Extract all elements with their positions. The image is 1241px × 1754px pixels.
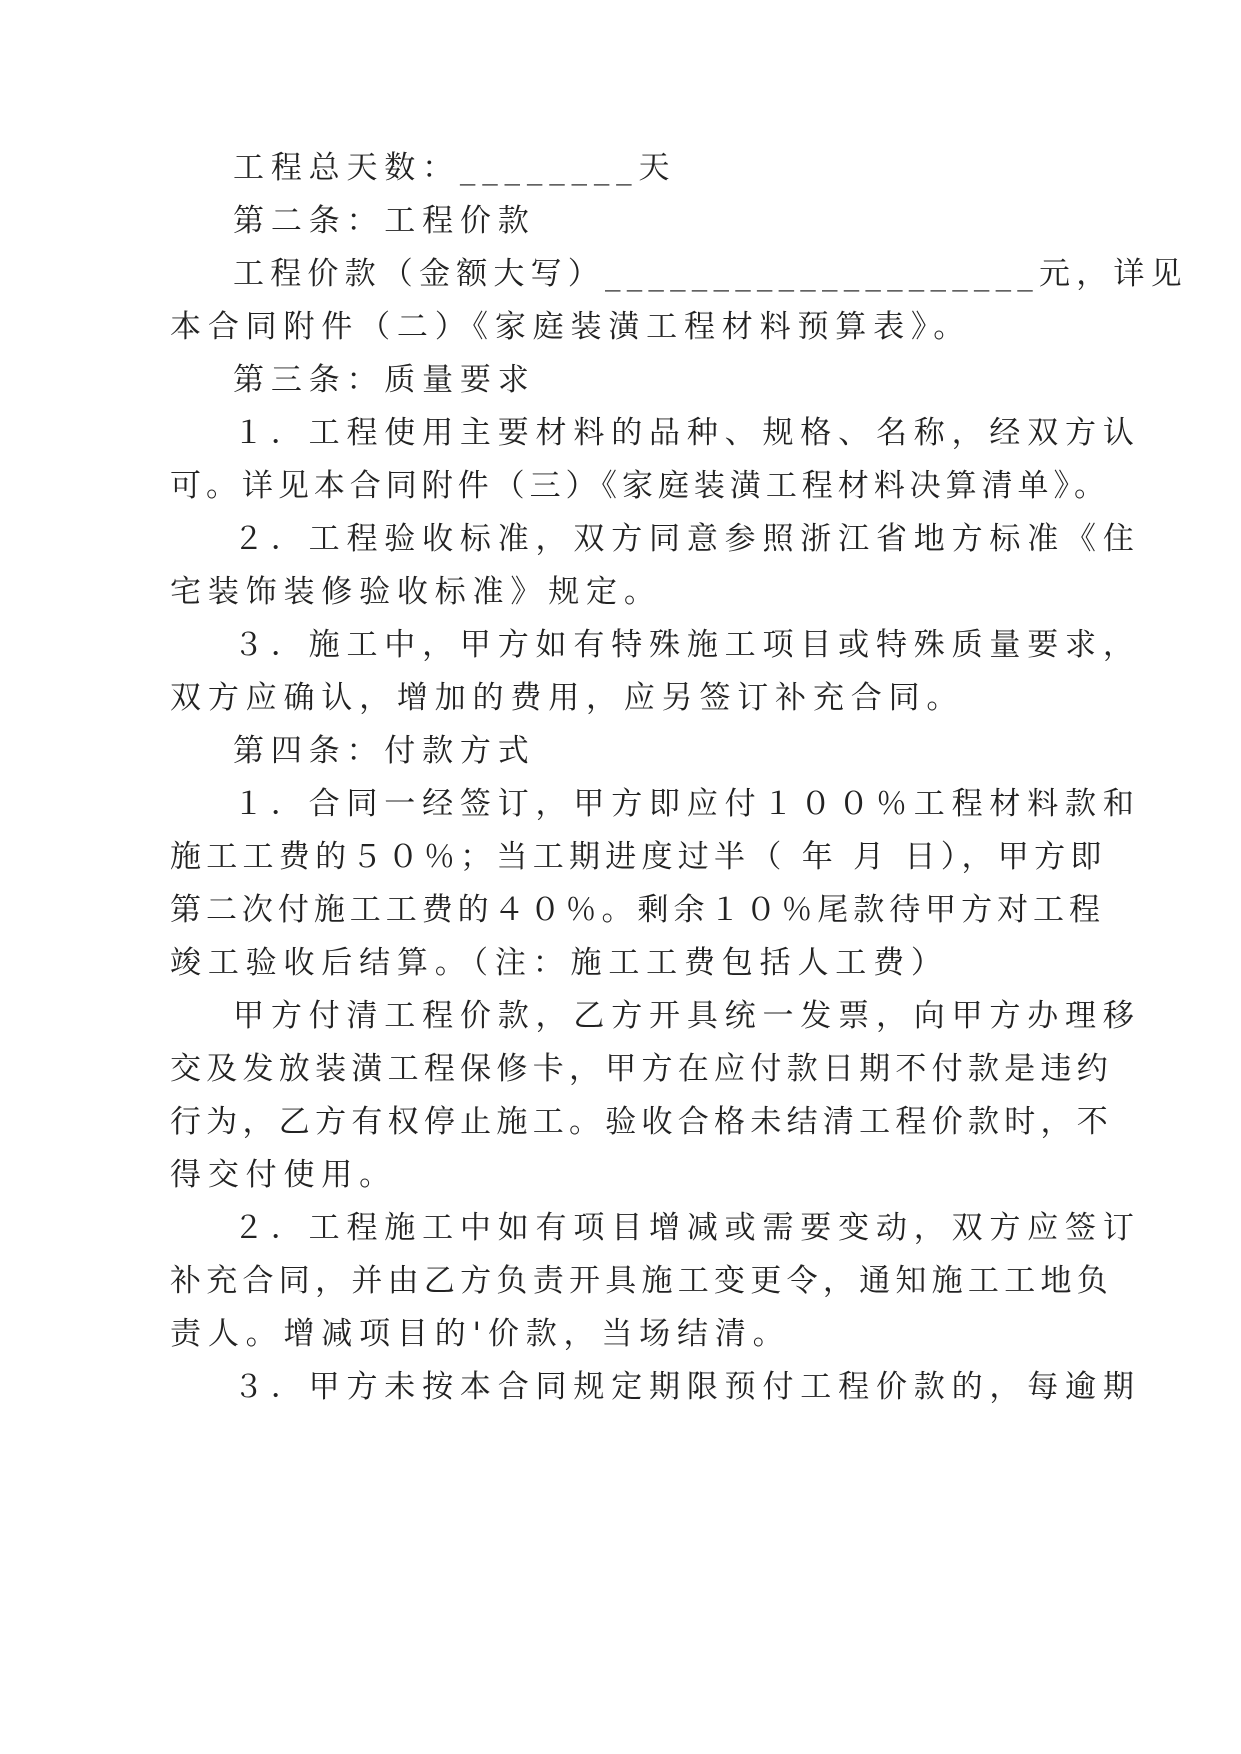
text-line: ３．施工中，甲方如有特殊施工项目或特殊质量要求，	[233, 627, 1141, 663]
text-line: 宅装饰装修验收标准》规定。	[170, 574, 662, 610]
text-line: ２．工程验收标准，双方同意参照浙江省地方标准《住	[233, 521, 1141, 557]
text-line: 第二次付施工工费的４０％。剩余１０％尾款待甲方对工程	[170, 892, 1105, 928]
section-heading: 第三条：质量要求	[233, 362, 536, 398]
text-line: 工程总天数：________天	[233, 150, 677, 186]
text-line: ３．甲方未按本合同规定期限预付工程价款的，每逾期	[233, 1369, 1141, 1405]
text-line: 得交付使用。	[170, 1157, 397, 1193]
section-heading: 第四条：付款方式	[233, 733, 536, 769]
text-line: 甲方付清工程价款，乙方开具统一发票，向甲方办理移	[233, 998, 1141, 1034]
text-line: 双方应确认，增加的费用，应另签订补充合同。	[170, 680, 965, 716]
text-line: 行为，乙方有权停止施工。验收合格未结清工程价款时，不	[170, 1104, 1114, 1140]
text-line: １．合同一经签订，甲方即应付１００％工程材料款和	[233, 786, 1141, 822]
text-line: 竣工验收后结算。（注：施工工费包括人工费）	[170, 945, 949, 981]
text-line: 责人。增减项目的'价款，当场结清。	[170, 1316, 791, 1352]
text-line: 补充合同，并由乙方负责开具施工变更令，通知施工工地负	[170, 1263, 1114, 1299]
text-line: 交及发放装潢工程保修卡，甲方在应付款日期不付款是违约	[170, 1051, 1114, 1087]
text-line: 施工工费的５０％；当工期进度过半（ 年 月 日），甲方即	[170, 839, 1107, 875]
section-heading: 第二条：工程价款	[233, 203, 536, 239]
text-line: 工程价款（金额大写）____________________元，详见	[233, 256, 1188, 292]
text-line: 本合同附件（二）《家庭装潢工程材料预算表》。	[170, 309, 972, 345]
text-line: ２．工程施工中如有项目增减或需要变动，双方应签订	[233, 1210, 1141, 1246]
text-line: １．工程使用主要材料的品种、规格、名称，经双方认	[233, 415, 1141, 451]
text-line: 可。详见本合同附件（三）《家庭装潢工程材料决算清单》。	[170, 468, 1110, 504]
